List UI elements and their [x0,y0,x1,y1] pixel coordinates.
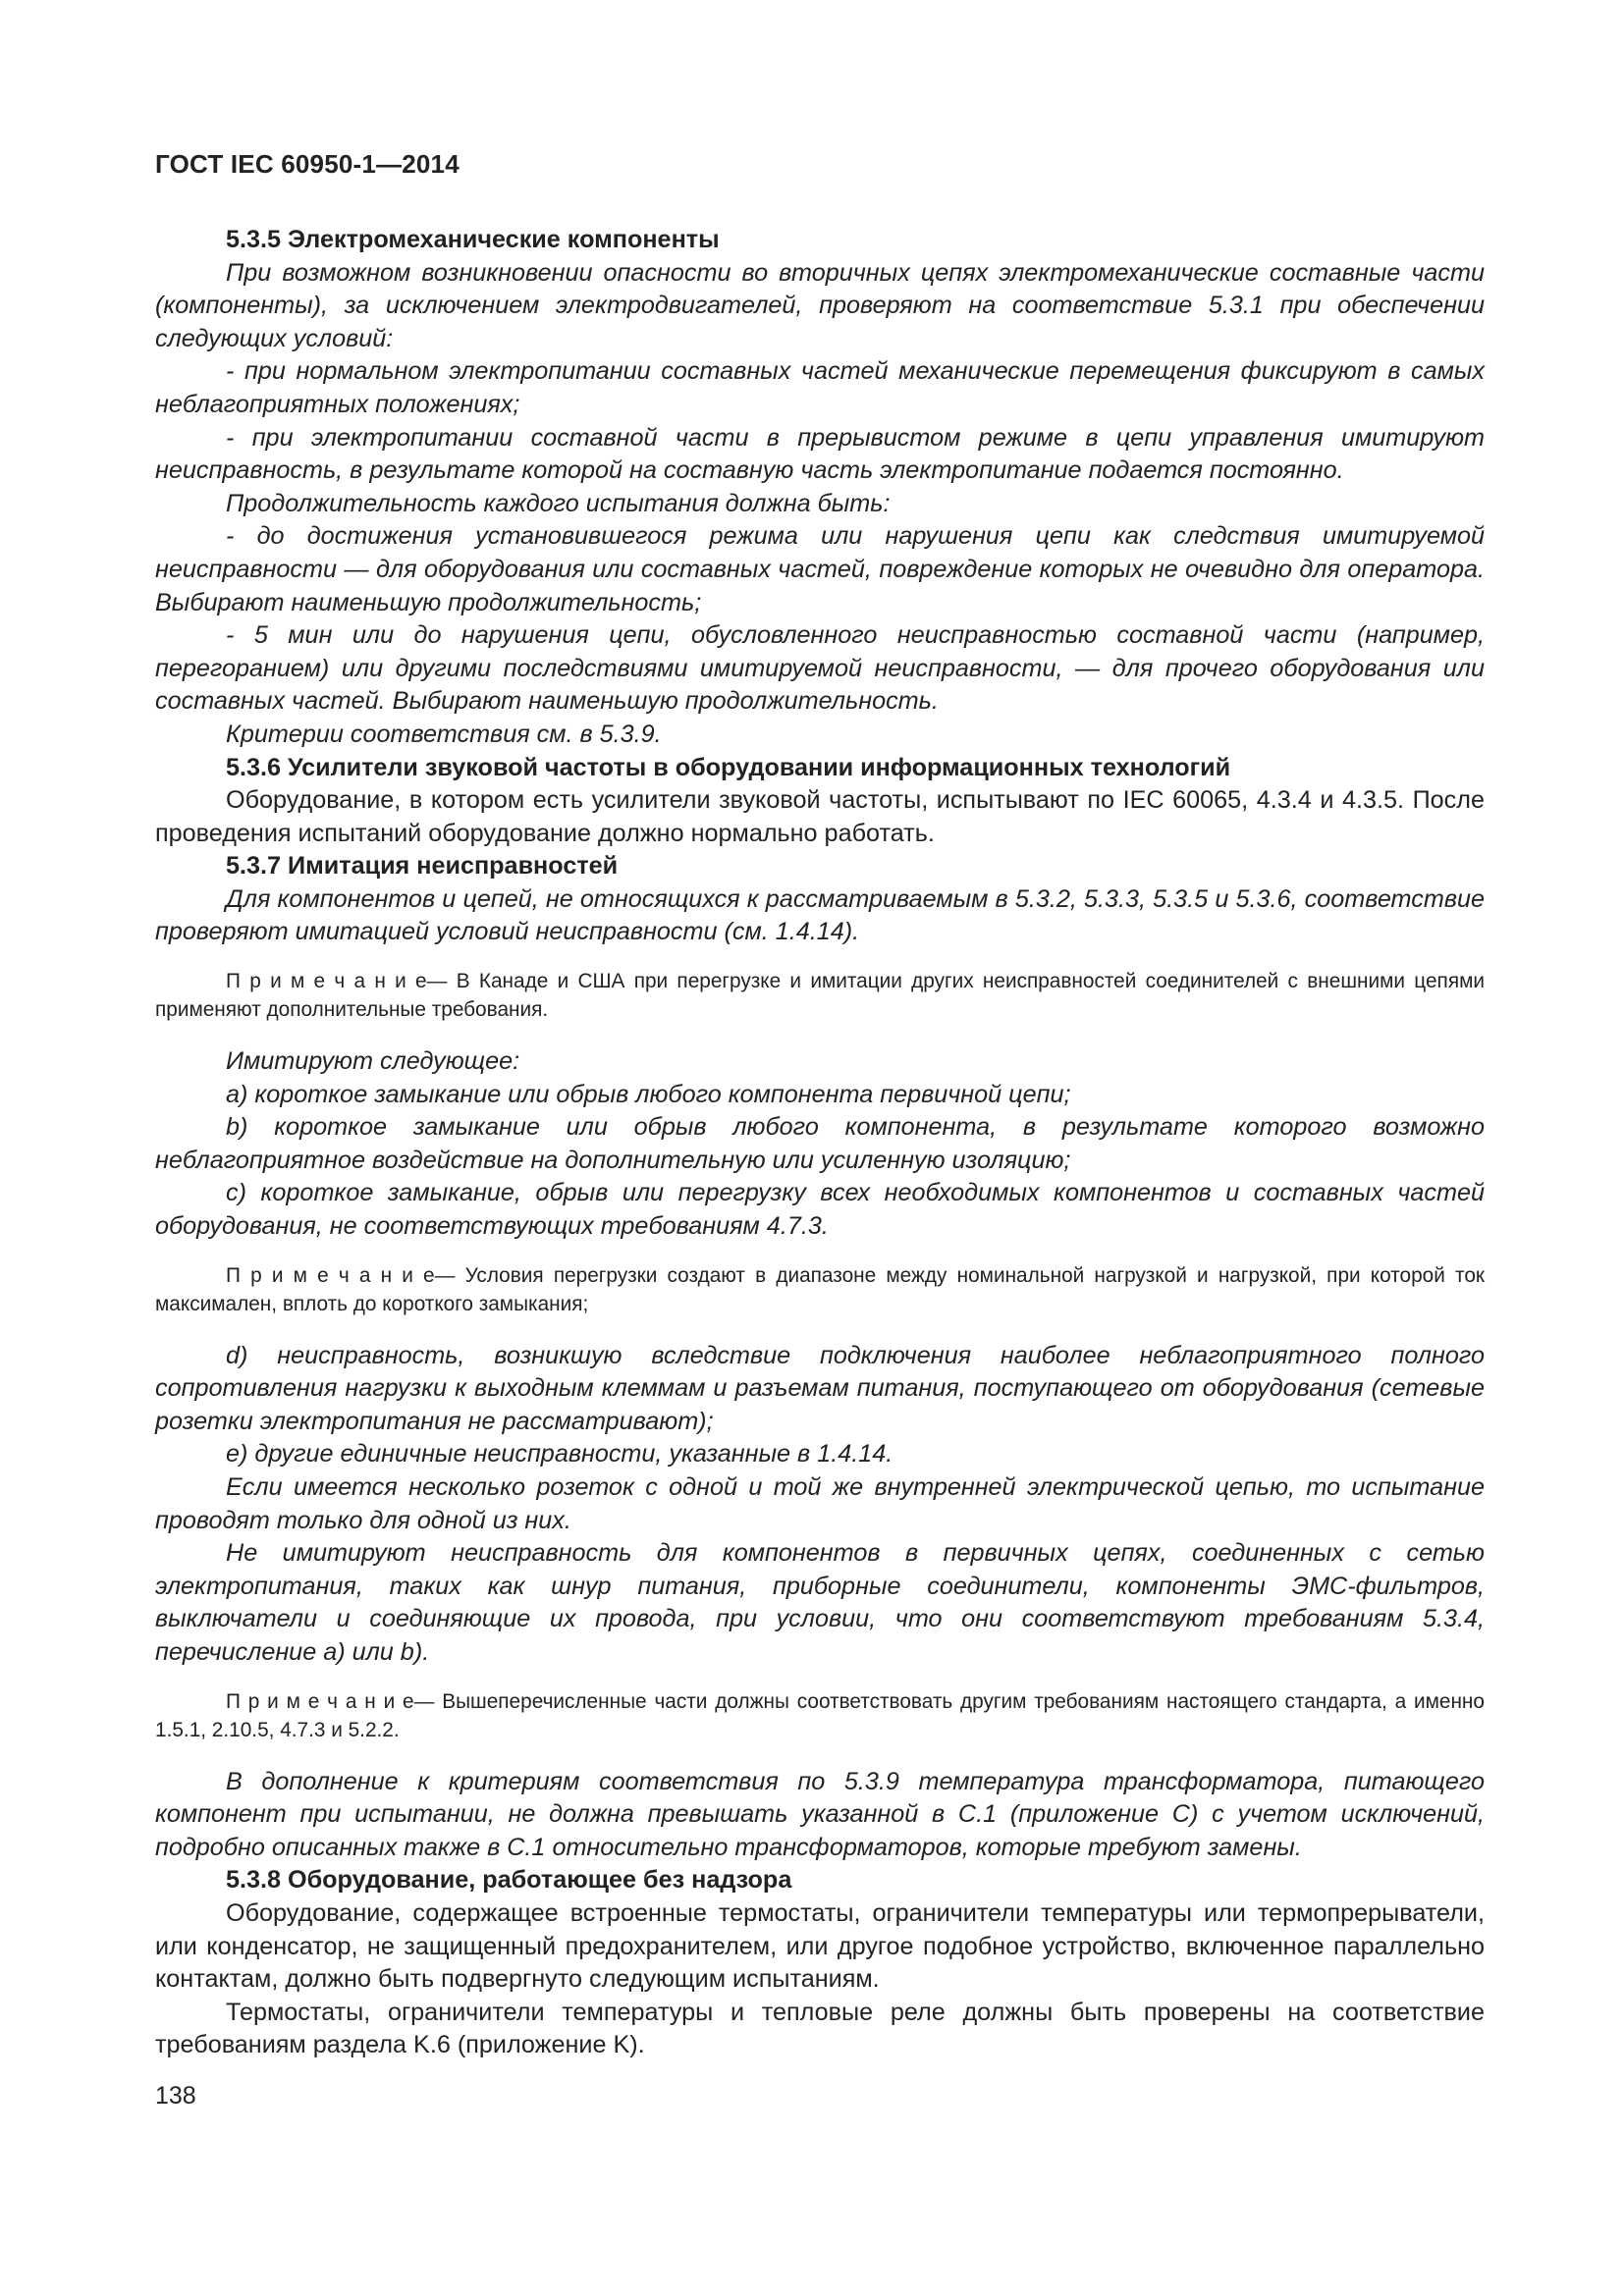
paragraph: Продолжительность каждого испытания должна быть: [226,489,891,517]
note-1 [155,967,1485,1024]
paragraph: Не имитируют неисправность для компонентов в первичных цепях, соединенных с сетью электропитания, таких как шнур питания, приборные соединители, компоненты ЭМС-фильтров, выключатели и соединяющие их провода, при условии, что они соответствуют требованиям 5.3.4, перечисление a) или b). [155,1539,1485,1666]
list-item: - 5 мин или до нарушения цепи, обусловленного неисправностью составной части (например, перегоранием) или другими последствиями имитируемой неисправности, — для прочего оборудования или составных частей. Выбирают наименьшую продолжительность. [155,621,1485,716]
note-label: П р и м е ч а н и е [226,1689,414,1713]
list-item: e) другие единичные неисправности, указанные в 1.4.14. [226,1440,893,1468]
list-item: a) короткое замыкание или обрыв любого компонента первичной цепи; [226,1080,1071,1108]
list-item: c) короткое замыкание, обрыв или перегрузку всех необходимых компонентов и составных частей оборудования, не соответствующих требованиям 4.7.3. [155,1179,1485,1241]
note-label: П р и м е ч а н и е [226,1263,435,1287]
document-body [155,224,1485,2062]
section-heading-5-3-6: 5.3.6 Усилители звуковой частоты в оборудовании информационных технологий [226,753,1231,781]
section-heading-5-3-8: 5.3.8 Оборудование, работающее без надзора [226,1866,792,1895]
list-item: d) неисправность, возникшую вследствие подключения наиболее неблагоприятного полного сопротивления нагрузки к выходным клеммам и разъемам питания, поступающего от оборудования (сетевые розетки электропитания не рассматривают); [155,1341,1485,1435]
note-label: П р и м е ч а н и е [226,970,427,993]
note-2 [155,1261,1485,1318]
paragraph: Термостаты, ограничители температуры и тепловые реле должны быть проверены на соответствие требованиям раздела K.6 (приложение K). [155,1998,1485,2059]
paragraph: Оборудование, содержащее встроенные термостаты, ограничители температуры или термопрерыватели, или конденсатор, не защищенный предохранителем, или другое подобное устройство, включенное параллельно контактам, должно быть подвергнуто следующим испытаниям. [155,1898,1485,1994]
note-3 [155,1687,1485,1744]
section-heading-5-3-5: 5.3.5 Электромеханические компоненты [226,226,720,253]
document-code-header: ГОСТ IEC 60950-1—2014 [155,149,460,179]
note-text: — Условия перегрузки создают в диапазоне между номинальной нагрузкой и нагрузкой, при которой ток максимален, вплоть до короткого замыкания; [155,1263,1485,1315]
note-text: — В Канаде и США при перегрузке и имитации других неисправностей соединителей с внешними цепями применяют дополнительные требования. [155,970,1485,1022]
list-item: - при нормальном электропитании составных частей механические перемещения фиксируют в самых неблагоприятных положениях; [155,357,1485,418]
paragraph: Критерии соответствия см. в 5.3.9. [226,720,662,748]
paragraph: Имитируют следующее: [226,1047,520,1076]
paragraph: Для компонентов и цепей, не относящихся к рассматриваемым в 5.3.2, 5.3.3, 5.3.5 и 5.3.6, соответствие проверяют имитацией условий неисправности (см. 1.4.14). [155,884,1485,946]
list-item: - при электропитании составной части в прерывистом режиме в цепи управления имитируют неисправность, в результате которой на составную часть электропитание подается постоянно. [155,423,1485,485]
paragraph: При возможном возникновении опасности во вторичных цепях электромеханические составные части (компоненты), за исключением электродвигателей, проверяют на соответствие 5.3.1 при обеспечении следующих условий: [155,258,1485,352]
paragraph: Оборудование, в котором есть усилители звуковой частоты, испытывают по IEC 60065, 4.3.4 и 4.3.5. После проведения испытаний оборудование должно нормально работать. [155,786,1485,847]
list-item: b) короткое замыкание или обрыв любого компонента, в результате которого возможно неблагоприятное воздействие на дополнительную или усиленную изоляцию; [155,1113,1485,1174]
paragraph: Если имеется несколько розеток с одной и той же внутренней электрической цепью, то испытание проводят только для одной из них. [155,1473,1485,1534]
section-heading-5-3-7: 5.3.7 Имитация неисправностей [226,852,619,881]
list-item: - до достижения установившегося режима или нарушения цепи как следствия имитируемой неисправности — для оборудования или составных частей, повреждение которых не очевидно для оператора. Выбирают наименьшую продолжительность; [155,522,1485,616]
note-text: — Вышеперечисленные части должны соответствовать другим требованиям настоящего стандарта, а именно 1.5.1, 2.10.5, 4.7.3 и 5.2.2. [155,1689,1485,1741]
paragraph: В дополнение к критериям соответствия по 5.3.9 температура трансформатора, питающего компонент при испытании, не должна превышать указанной в C.1 (приложение C) с учетом исключений, подробно описанных также в C.1 относительно трансформаторов, которые требуют замены. [155,1767,1485,1861]
page-number: 138 [155,2082,196,2109]
